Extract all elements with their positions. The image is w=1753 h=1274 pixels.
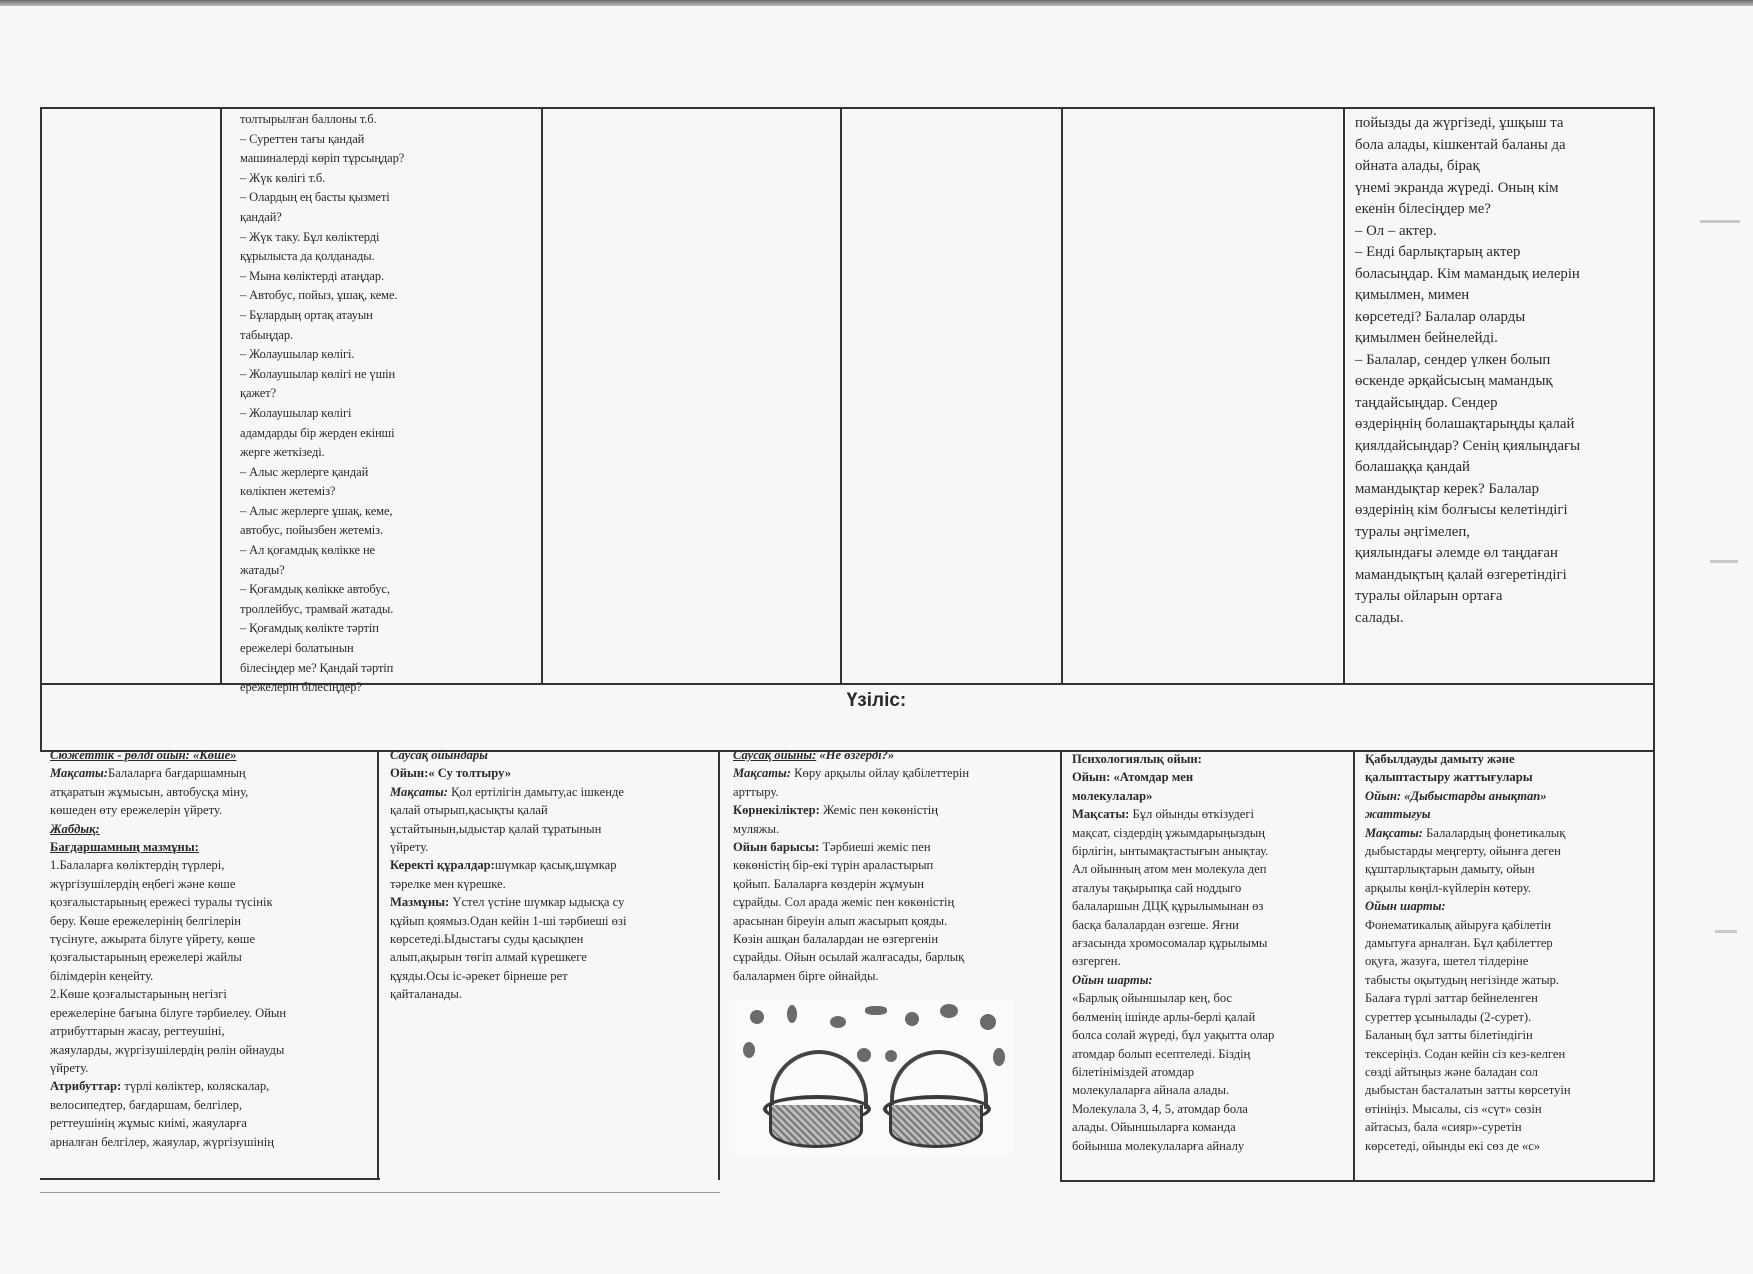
text-line: балаларшын ДЦҚ құрылымынан өз [1072, 899, 1264, 914]
text-line: салады. [1355, 609, 1404, 626]
text-line: дыбыстарды меңгерту, ойынға деген [1365, 844, 1561, 859]
text-line: ережелерін білесіңдер? [240, 680, 362, 695]
tools-line: муляжы. [733, 821, 780, 836]
text-line: үнемі экранда жүреді. Оның кім [1355, 179, 1559, 196]
text-line: өскенде әрқайсысың мамандық [1355, 373, 1553, 389]
text-line: ағзасында хромосомалар құрылымы [1072, 936, 1268, 951]
text-line: Көзін ашқан балалардан не өзгергенін [733, 932, 939, 947]
text-line: автобус, пойызбен жетеміз. [240, 523, 384, 538]
attrs-line: реттеушінің жұмыс киімі, жаяуларға [50, 1116, 247, 1131]
progress-line: Тәрбиеші жеміс пен [819, 840, 931, 855]
text-line: – Алыс жерлерге қандай [240, 464, 369, 479]
scan-artifact [1715, 930, 1737, 933]
text-line: таңдайсыңдар. Сендер [1355, 394, 1498, 411]
top-col2-dialogue [240, 110, 540, 695]
goal-label: Мақсаты: [1072, 807, 1130, 822]
text-line: аталуы тақырыпқа сай ноддыго [1072, 880, 1242, 895]
attrs-line: велосипедтер, бағдаршам, белгілер, [50, 1097, 243, 1112]
text-line: қозғалыстарының ережесі туралы түсінік [50, 895, 273, 910]
goal-line: Көру арқылы ойлау қабілеттерін [791, 766, 970, 781]
text-line: машиналерді көріп тұрсыңдар? [240, 151, 405, 166]
text-line: ойната алады, бірақ [1355, 158, 1480, 174]
text-line: болса солай жүреді, бұл уақытта олар [1072, 1028, 1275, 1043]
text-line: пойызды да жүргізеді, ұшқыш та [1355, 115, 1564, 131]
text-line: қандай? [240, 209, 282, 224]
text-line: көлікпен жетеміз? [240, 484, 336, 499]
top-col6-dialogue [1355, 113, 1650, 673]
finger-game-card [390, 746, 715, 1176]
text-line: – Жүк көлігі т.б. [240, 170, 326, 185]
text-line: арқылы көңіл-күйлерін көтеру. [1365, 880, 1532, 895]
attrs-line: арналған белгілер, жаяулар, жүргізушінің [50, 1134, 274, 1149]
tools-label: Керекті құралдар: [390, 858, 495, 873]
goal-line: Балаларға бағдаршамның [108, 766, 246, 781]
text-line: толтырылған баллоны т.б. [240, 112, 377, 126]
text-line: – Автобус, пойыз, ұшақ, кеме. [240, 288, 398, 303]
text-line: қажет? [240, 386, 277, 401]
section-title: Психологиялық ойын: [1072, 752, 1202, 766]
text-line: өтініңіз. Мысалы, сіз «сүт» сөзін [1365, 1101, 1542, 1116]
tools-line: шүмкар қасық,шұмкар [494, 858, 617, 873]
content-label: Мазмұны: [390, 895, 450, 910]
text-line: – Жолаушылар көлігі не үшін [240, 366, 396, 381]
text-line: 2.Көше қозғалыстарының негізгі [50, 987, 227, 1002]
text-line: ережелері болатынын [240, 641, 354, 656]
attrs-line: түрлі көліктер, коляскалар, [121, 1079, 270, 1094]
text-line: адамдарды бір жерден екінші [240, 425, 395, 440]
text-line: ережелеріне бағына білуге тәрбиелеу. Ойын [50, 1005, 287, 1020]
goal-line: ұстайтынын,ыдыстар қалай тұратынын [390, 821, 602, 836]
text-line: мамандықтың қалай өзгеретіндігі [1355, 566, 1567, 583]
goal-line: үйрету. [390, 840, 429, 855]
text-line: қиялындағы әлемде өл таңдаған [1355, 545, 1558, 561]
text-line: айтасыз, бала «сияр»-суретін [1365, 1120, 1522, 1135]
text-line: екенін білесіңдер ме? [1355, 201, 1491, 217]
text-line: білесіңдер ме? Қандай тәртіп [240, 660, 394, 675]
text-line: құштарлықтарын дамыту, ойын [1365, 862, 1535, 877]
text-line: беру. Көше ережелерінің белгілерін [50, 913, 242, 928]
break-title: Үзіліс: [846, 690, 907, 711]
goal-label: Мақсаты: [50, 766, 108, 781]
game-title: Ойын:« Су толтыру» [390, 766, 511, 781]
scan-top-edge [0, 0, 1753, 6]
text-line: Баланың бұл затты білетіндігін [1365, 1028, 1533, 1043]
game-line: Ойын: «Дыбыстарды анықтап» [1365, 788, 1547, 803]
text-line: дыбыстан басталатын затты көрсетуін [1365, 1083, 1571, 1098]
text-line: туралы ойларын ортаға [1355, 588, 1503, 604]
text-line: туралы әңгімелеп, [1355, 523, 1470, 540]
text-line: боласыңдар. Кім мамандық иелерін [1355, 265, 1580, 282]
text-line: мақсат, сіздердің ұжымдарыңыздың [1072, 825, 1265, 840]
text-line: қайталанады. [390, 987, 463, 1002]
text-line: алып,ақырын төгіп алмай күрешкеге [390, 950, 587, 965]
text-line: – Балалар, сендер үлкен болып [1355, 351, 1551, 368]
text-line: табысты оқытудың негізінде жатыр. [1365, 972, 1560, 987]
text-line: алады. Ойыншыларға командa [1072, 1120, 1236, 1135]
goal-label: Мақсаты: [733, 766, 791, 781]
what-changed-game-card [733, 746, 1058, 1001]
text-line: – Ал қоғамдық көлікке не [240, 543, 376, 558]
title-line: қалыптастыру жаттығулары [1365, 770, 1533, 785]
rules-label: Ойын шарты: [1072, 972, 1153, 987]
text-line: құрылыста да қолданады. [240, 249, 375, 264]
text-line: үйрету. [50, 1060, 89, 1075]
text-line: қойып. Балаларға көздерін жұмуын [733, 876, 924, 891]
goal-line: арттыру. [733, 784, 779, 799]
text-line: болашаққа қандай [1355, 459, 1470, 475]
role-play-game-card [50, 746, 378, 1176]
text-line: басқа балалардан өзгеше. Яғни [1072, 917, 1239, 932]
text-line: Фонематикалық айыруға қабілетін [1365, 917, 1551, 932]
goal-line: Қол epтілігін дамыту,ас ішкенде [448, 784, 624, 799]
text-line: бөлменің ішінде арлы-берлі қалай [1072, 1009, 1256, 1024]
goal-line: Балалардың фонетикалық [1423, 825, 1566, 840]
text-line: – Жүк таку. Бұл көліктерді [240, 229, 380, 244]
text-line: білетініміздей атомдар [1072, 1064, 1195, 1079]
atoms-molecules-game-card [1072, 750, 1352, 1178]
text-line: жаяуларды, жүргізушілердің рөлін ойнауды [50, 1042, 285, 1057]
goal-label: Мақсаты: [1365, 825, 1423, 840]
text-line: жатады? [240, 562, 285, 577]
game-line: жаттығуы [1365, 807, 1431, 822]
game-title: Сюжеттік - рөлді ойын: «Көше» [50, 748, 237, 762]
text-line: суреттер ұсынылады (2-сурет). [1365, 1009, 1532, 1024]
text-line: Ал ойынның атом мен молекула деп [1072, 862, 1267, 877]
baskets-illustration [735, 1000, 1013, 1155]
text-line: арасынан біреуін алып жасырып қояды. [733, 913, 948, 928]
title-line: Қабылдауды дамыту және [1365, 752, 1515, 766]
text-line: бола алады, кішкентай баланы да [1355, 136, 1566, 153]
scan-artifact [1710, 560, 1738, 563]
goal-line: Бұл ойынды өткізудегі [1129, 807, 1255, 822]
text-line: – Енді барлықтарың актер [1355, 244, 1521, 260]
text-line: – Қоғамдық көлікте тәртіп [240, 621, 379, 636]
goal-line: қалай отырып,қасықты қалай [390, 803, 548, 818]
content-line: Үстел үстіне шүмкар ыдысқа су [449, 895, 625, 910]
tools-line: Жеміс пен көкөністің [819, 803, 939, 818]
text-line: қиялдайсыңдар? Сенің қиялыңдағы [1355, 437, 1581, 454]
text-line: білімдерін кеңейту. [50, 968, 154, 983]
text-line: өзгерген. [1072, 954, 1121, 969]
text-line: «Барлық ойыншылар кең, бос [1072, 991, 1233, 1006]
text-line: Молекулала 3, 4, 5, атомдар бола [1072, 1101, 1248, 1116]
text-line: – Олардың ең басты қызметі [240, 190, 390, 205]
goal-label: Мақсаты: [390, 784, 448, 799]
rules-label: Ойын шарты: [1365, 899, 1446, 914]
text-line: дамытуға арналған. Бұл қабілеттер [1365, 936, 1553, 951]
text-line: молекулаларға айнала алады. [1072, 1083, 1230, 1098]
text-line: – Жолаушылар көлігі [240, 405, 352, 420]
text-line: қимылмен бейнелейді. [1355, 330, 1498, 346]
goal-line: көшеден өту ережелерін үйрету. [50, 803, 223, 818]
text-line: тексеріңіз. Содан кейін сіз кез-келген [1365, 1046, 1566, 1061]
text-line: көкөністің бір-екі түрін араластырып [733, 858, 934, 873]
tools-label: Көрнекіліктер: [733, 803, 820, 818]
equipment-label: Жабдық: [50, 821, 100, 836]
text-line: жүргізушілердің еңбегі және көше [50, 876, 236, 891]
text-line: бойынша молекулаларға айналу [1072, 1138, 1245, 1153]
sound-recognition-exercise-card [1365, 750, 1653, 1178]
text-line: құяды.Осы іс-әрекет бірнеше рет [390, 968, 568, 983]
text-line: оқуға, жазуға, шетел тілдеріне [1365, 954, 1529, 969]
text-line: өздерінің кім болғысы келетіндігі [1355, 502, 1568, 518]
text-line: қозғалыстарының ережелері жайлы [50, 950, 242, 965]
game-line: молекулалар» [1072, 788, 1153, 803]
text-line: мамандықтар керек? Балалар [1355, 480, 1539, 497]
tools-line: тәрелке мен күрешке. [390, 876, 506, 891]
section-title: Саусақ ойындары [390, 748, 488, 762]
text-line: – Бұлардың ортақ атауын [240, 307, 373, 322]
text-line: – Қоғамдық көлікке автобус, [240, 582, 390, 597]
content-label: Бағдаршамның мазмұны: [50, 840, 199, 855]
text-line: табыңдар. [240, 327, 293, 342]
text-line: көрсетеді.Ыдыстағы суды қасықпен [390, 932, 584, 947]
text-line: – Мына көліктерді атаңдар. [240, 268, 385, 283]
text-line: сұрайды. Ойын осылай жалғасады, барлық [733, 950, 965, 965]
text-line: түсінуге, ажырата білуге үйрету, көше [50, 932, 256, 947]
text-line: – Алыс жерлерге ұшақ, кеме, [240, 503, 393, 518]
text-line: – Жолаушылар көлігі. [240, 347, 355, 362]
text-line: троллейбус, трамвай жатады. [240, 601, 394, 616]
text-line: атомдар болып есептеледі. Біздің [1072, 1046, 1251, 1061]
text-line: Балаға түрлі заттар бейнеленген [1365, 991, 1538, 1006]
progress-label: Ойын барысы: [733, 840, 820, 855]
text-line: – Ол – актер. [1355, 222, 1437, 239]
game-name: «Не өзгерді?» [816, 748, 895, 762]
text-line: бірлігін, ынтымақтастығын анықтау. [1072, 844, 1269, 859]
scan-artifact [1700, 220, 1740, 223]
text-line: көрсетеді? Балалар оларды [1355, 308, 1526, 325]
text-line: өздеріңнің болашақтарыңды қалай [1355, 416, 1575, 432]
text-line: құйып қоямыз.Одан кейін 1-ші тәрбиеші өзі [390, 913, 627, 928]
game-line: Ойын: «Атомдар мен [1072, 770, 1194, 785]
text-line: – Суреттен тағы қандай [240, 131, 365, 146]
text-line: қимылмен, мимен [1355, 287, 1470, 303]
text-line: көрсетеді, ойынды екі сөз де «с» [1365, 1138, 1541, 1153]
text-line: сөзді айтыңыз және баладан сол [1365, 1064, 1538, 1079]
text-line: атрибуттарын жасау, регтеушіні, [50, 1024, 225, 1039]
text-line: сұрайды. Сол арада жеміс пен көкөністің [733, 895, 955, 910]
text-line: балалармен бірге ойнайды. [733, 968, 879, 983]
attrs-label: Атрибуттар: [50, 1079, 122, 1094]
text-line: 1.Балаларға көліктердің түрлері, [50, 858, 225, 873]
goal-line: атқаратын жұмысын, автобусқа міну, [50, 784, 249, 799]
text-line: жерге жеткізеді. [240, 445, 325, 460]
game-label: Саусақ ойыны: [733, 748, 817, 762]
